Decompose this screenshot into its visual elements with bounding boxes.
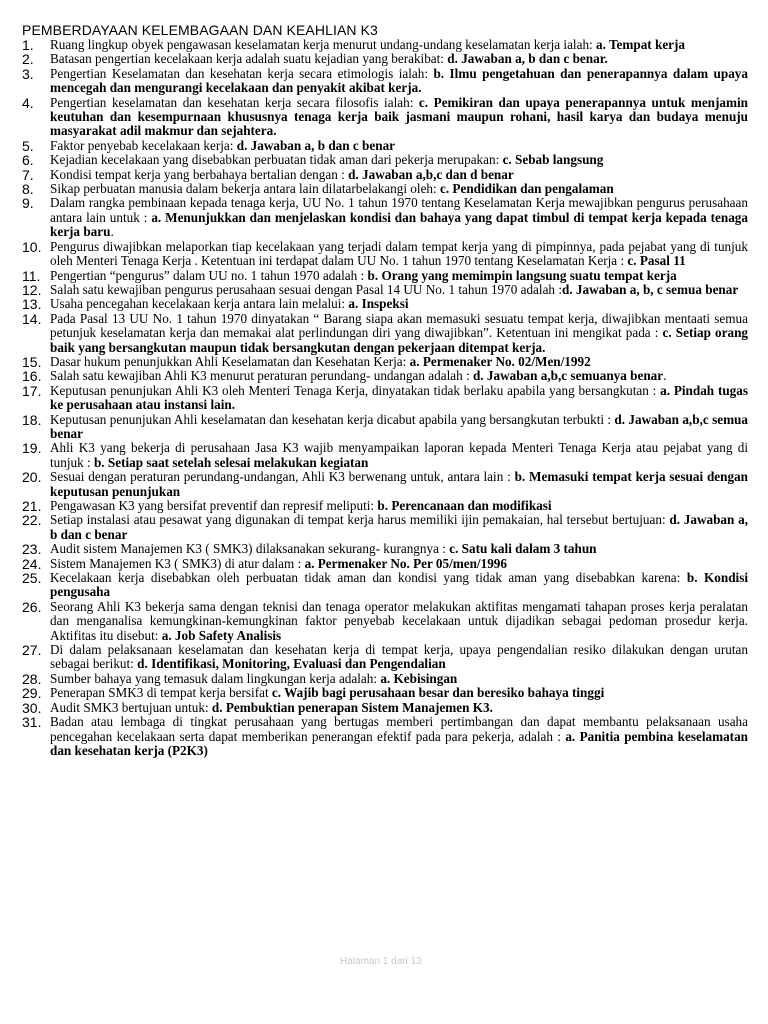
item-number: 28. — [22, 670, 42, 687]
list-item — [22, 139, 748, 153]
list-item — [22, 672, 748, 686]
answer-text: d. Jawaban a, b dan c benar — [50, 512, 749, 542]
question-text: Kondisi tempat kerja yang berbahaya bertalian dengan : — [50, 166, 349, 182]
answer-text: d. Jawaban a, b, c semua benar — [561, 281, 739, 297]
list-item — [22, 297, 748, 311]
question-text: Seorang Ahli K3 bekerja sama dengan teknisi dan tenaga operator melakukan aktifitas mengamati tahapan proses kerja peralatan dan menganalisa kemungkinan-kemungkinan faktor penyebab kecelakaan untuk dijadikan sebagai pedoman prosedur kerja. Aktifitas itu disebut: — [50, 598, 748, 643]
answer-text: c. Wajib bagi perusahaan besar dan beresiko bahaya tinggi — [271, 685, 605, 701]
trailing-text: . — [663, 368, 667, 384]
list-item — [22, 67, 748, 96]
question-text: Salah satu kewajiban Ahli K3 menurut peraturan perundang- undangan adalah : — [50, 368, 473, 384]
list-item — [22, 715, 748, 758]
answer-text: c. Satu kali dalam 3 tahun — [449, 541, 597, 557]
item-number: 21. — [22, 498, 42, 514]
item-number: 2. — [22, 51, 34, 68]
item-number: 27. — [22, 642, 42, 659]
list-item — [22, 499, 748, 513]
item-number: 12. — [22, 281, 42, 298]
item-number: 11. — [22, 267, 41, 284]
question-text: Sikap perbuatan manusia dalam bekerja antara lain dilatarbelakangi oleh: — [50, 181, 440, 197]
item-number: 7. — [22, 166, 34, 183]
answer-text: c. Pendidikan dan pengalaman — [439, 181, 614, 197]
list-item — [22, 686, 748, 700]
item-number: 15. — [22, 353, 42, 370]
item-number: 9. — [22, 195, 34, 212]
answer-text: a. Kebisingan — [380, 670, 458, 686]
item-number: 8. — [22, 181, 34, 198]
answer-text: c. Setiap orang baik yang bersangkutan maupun tidak bersangkutan dengan pekerjaan ditempat kerja. — [50, 325, 748, 355]
item-number: 23. — [22, 541, 42, 558]
list-item — [22, 384, 748, 413]
item-number: 14. — [22, 310, 42, 327]
list-item — [22, 96, 748, 139]
question-text: Kejadian kecelakaan yang disebabkan perbuatan tidak aman dari pekerja merupakan: — [50, 152, 503, 168]
list-item — [22, 470, 748, 499]
question-text: Ahli K3 yang bekerja di perusahaan Jasa K3 wajib menyampaikan laporan kepada Menteri Tenaga Kerja atau pejabat yang di tunjuk : — [50, 440, 748, 470]
question-text: Kecelakaan kerja disebabkan oleh perbuatan tidak aman dan kondisi yang tidak aman yang disebabkan karena: — [50, 570, 687, 586]
answer-text: b. Ilmu pengetahuan dan penerapannya dalam upaya mencegah dan mengurangi kecelakaan dan penyakit akibat kerja. — [50, 65, 748, 96]
list-item — [22, 355, 748, 369]
list-item — [22, 269, 748, 283]
question-text: Sesuai dengan peraturan perundang-undangan, Ahli K3 berwenang untuk, antara lain : — [50, 469, 515, 485]
question-text: Penerapan SMK3 di tempat kerja bersifat — [50, 685, 272, 701]
item-number: 17. — [22, 382, 42, 399]
answer-text: c. Pasal 11 — [627, 253, 686, 269]
list-item — [22, 196, 748, 239]
list-item — [22, 513, 748, 542]
answer-text: d. Jawaban a,b,c dan d benar — [348, 166, 514, 182]
answer-text: d. Jawaban a, b dan c benar — [236, 137, 396, 153]
item-number: 22. — [22, 512, 42, 529]
item-number: 1. — [22, 37, 34, 53]
answer-text: b. Setiap saat setelah selesai melakukan kegiatan — [93, 454, 369, 470]
question-text: Pengurus diwajibkan melaporkan tiap kecelakaan yang terjadi dalam tempat kerja yang di pimpinnya, pada pejabat yang di tunjuk oleh Menteri Tenaga Kerja . Ketentuan ini terdapat dalam UU No. 1 tahun 1970 tentang Keselamatan Kerja : — [50, 238, 748, 269]
question-text: Pengertian “pengurus” dalam UU no. 1 tahun 1970 adalah : — [50, 267, 368, 283]
item-number: 16. — [22, 368, 42, 385]
answer-text: b. Orang yang memimpin langsung suatu tempat kerja — [367, 267, 677, 283]
question-text: Audit SMK3 bertujuan untuk: — [50, 699, 212, 715]
question-text: Batasan pengertian kecelakaan kerja adalah suatu kejadian yang berakibat: — [50, 51, 448, 67]
answer-text: a. Permenaker No. Per 05/men/1996 — [304, 555, 507, 571]
item-number: 30. — [22, 699, 42, 716]
answer-text: a. Job Safety Analisis — [161, 627, 282, 643]
item-number: 19. — [22, 440, 42, 457]
question-text: Ruang lingkup obyek pengawasan keselamatan kerja menurut undang-undang keselamatan kerja ialah: — [50, 37, 596, 52]
item-number: 26. — [22, 598, 42, 615]
list-item — [22, 240, 748, 269]
question-text: Audit sistem Manajemen K3 ( SMK3) dilaksanakan sekurang- kurangnya : — [50, 541, 450, 557]
answer-text: a. Pindah tugas ke perusahaan atau instansi lain. — [50, 382, 748, 413]
list-item — [22, 571, 748, 600]
question-text: Sumber bahaya yang temasuk dalam lingkungan kerja adalah: — [50, 670, 381, 686]
item-number: 24. — [22, 555, 42, 572]
answer-text: a. Inspeksi — [348, 296, 409, 312]
item-number: 18. — [22, 411, 42, 428]
item-number: 3. — [22, 65, 34, 82]
answer-text: d. Pembuktian penerapan Sistem Manajemen K3. — [211, 699, 493, 715]
answer-text: a. Panitia pembina keselamatan dan kesehatan kerja (P2K3) — [50, 728, 748, 758]
list-item — [22, 38, 748, 52]
answer-text: c. Pemikiran dan upaya penerapannya untuk menjamin keutuhan dan kesempurnaan khususnya tenaga kerja baik jasmani maupun rohani, hasil karya dan budaya menuju masyarakat adil makmur dan sejahtera. — [50, 94, 748, 139]
question-text: Dalam rangka pembinaan kepada tenaga kerja, UU No. 1 tahun 1970 tentang Keselamatan Kerja mewajibkan pengurus perusahaan antara lain untuk : — [50, 195, 748, 225]
question-text: Setiap instalasi atau pesawat yang digunakan di tempat kerja harus memiliki ijin pemakaian, hal tersebut bertujuan: — [50, 512, 670, 528]
question-text: Faktor penyebab kecelakaan kerja: — [50, 137, 237, 153]
answer-text: b. Memasuki tempat kerja sesuai dengan keputusan penunjukan — [50, 469, 748, 499]
item-number: 5. — [22, 137, 34, 154]
item-number: 6. — [22, 152, 34, 169]
list-item — [22, 283, 748, 297]
question-text: Pengertian keselamatan dan kesehatan kerja secara filosofis ialah: — [50, 94, 419, 110]
item-number: 25. — [22, 570, 42, 587]
answer-text: c. Sebab langsung — [502, 152, 604, 168]
question-text: Usaha pencegahan kecelakaan kerja antara lain melalui: — [50, 296, 349, 312]
answer-text: d. Jawaban a,b,c semuanya benar — [472, 368, 664, 384]
item-number: 29. — [22, 685, 42, 702]
list-item — [22, 643, 748, 672]
item-number: 20. — [22, 469, 42, 486]
answer-text: d. Jawaban a, b dan c benar. — [447, 51, 608, 67]
question-text: Pengertian Keselamatan dan kesehatan kerja secara etimologis ialah: — [50, 65, 434, 81]
item-number: 4. — [22, 94, 34, 111]
list-item — [22, 369, 748, 383]
question-text: Dasar hukum penunjukkan Ahli Keselamatan dan Kesehatan Kerja: — [50, 353, 410, 369]
answer-text: d. Jawaban a,b,c semua benar — [50, 411, 748, 441]
list-item — [22, 168, 748, 182]
answer-text: d. Identifikasi, Monitoring, Evaluasi dan Pengendalian — [137, 656, 446, 672]
list-item — [22, 701, 748, 715]
list-item — [22, 600, 748, 643]
list-item — [22, 312, 748, 355]
item-number: 31. — [22, 714, 42, 731]
document-page — [22, 22, 748, 758]
question-text: Di dalam pelaksanaan keselamatan dan kesehatan kerja di tempat kerja, upaya pengendalian resiko dilakukan dengan urutan sebagai berikut: — [50, 642, 748, 672]
item-number: 10. — [22, 238, 42, 255]
list-item — [22, 441, 748, 470]
question-text: Keputusan penunjukan Ahli K3 oleh Menteri Tenaga Kerja, dinyatakan tidak berlaku apabila yang bersangkutan : — [50, 382, 661, 398]
answer-text: a. Permenaker No. 02/Men/1992 — [409, 353, 591, 369]
question-text: Pada Pasal 13 UU No. 1 tahun 1970 dinyatakan “ Barang siapa akan memasuki sesuatu tempat kerja, diwajibkan mentaati semua petunjuk keselamatan kerja dan memakai alat perlindungan diri yang diwajibkan”. Ketentuan ini mengikat pada : — [50, 310, 748, 341]
question-text: Pengawasan K3 yang bersifat preventif dan represif meliputi: — [50, 498, 378, 513]
list-item — [22, 52, 748, 66]
answer-text: a. Tempat kerja — [596, 37, 686, 52]
item-number: 13. — [22, 296, 42, 313]
question-text: Badan atau lembaga di tingkat perusahaan yang bertugas memberi pertimbangan dan dapat membantu pelaksanaan usaha pencegahan kecelakaan serta dapat memberikan penerangan efektif pada para pekerja, adalah : — [50, 714, 748, 744]
list-item — [22, 153, 748, 167]
answer-text: a. Menunjukkan dan menjelaskan kondisi dan bahaya yang dapat timbul di tempat kerja kepada tenaga kerja baru — [50, 209, 748, 240]
question-text: Sistem Manajemen K3 ( SMK3) di atur dalam : — [50, 555, 305, 571]
question-list — [22, 38, 748, 758]
question-text: Salah satu kewajiban pengurus perusahaan sesuai dengan Pasal 14 UU No. 1 tahun 1970 adalah : — [50, 281, 562, 297]
list-item — [22, 413, 748, 442]
answer-text: b. Kondisi pengusaha — [50, 570, 748, 600]
page-footer: Halaman 1 dari 13 — [340, 956, 422, 967]
question-text: Keputusan penunjukan Ahli keselamatan dan kesehatan kerja dicabut apabila yang bersangkutan terbukti : — [50, 411, 615, 427]
list-item — [22, 542, 748, 556]
list-item — [22, 182, 748, 196]
document-title: PEMBERDAYAAN KELEMBAGAAN DAN KEAHLIAN K3 — [22, 22, 378, 38]
answer-text: b. Perencanaan dan modifikasi — [377, 498, 552, 513]
trailing-text: . — [110, 224, 114, 240]
list-item — [22, 557, 748, 571]
